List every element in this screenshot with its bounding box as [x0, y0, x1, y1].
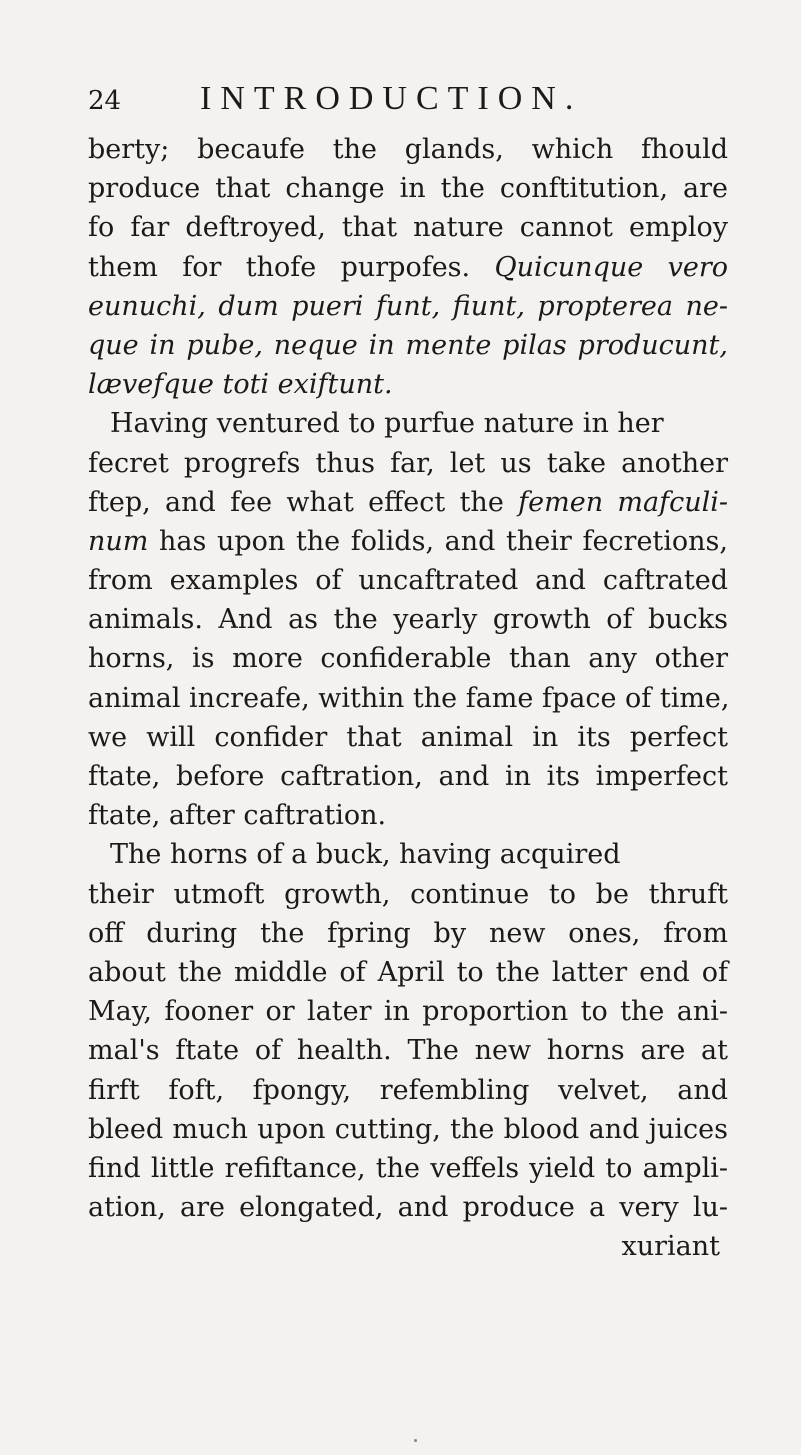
text-line [88, 130, 728, 169]
text-span: xuriant [621, 1231, 720, 1263]
text-span: horns, is more confiderable than any other [88, 643, 728, 675]
text-line [88, 600, 728, 639]
text-span: firft foft, fpongy, refembling velvet, and [88, 1074, 728, 1106]
text-line [88, 522, 728, 561]
text-line [88, 796, 728, 835]
text-span: ation, are elongated, and produce a very lu- [88, 1192, 728, 1224]
text-line [88, 718, 728, 757]
text-span: off during the fpring by new ones, from [88, 917, 728, 949]
text-line [88, 757, 728, 796]
text-span: fo far deftroyed, that nature cannot employ [88, 212, 728, 244]
page-number: 24 [88, 86, 122, 116]
text-line [88, 875, 728, 914]
text-span: berty; becaufe the glands, which fhould [88, 134, 728, 165]
italic-span: num [88, 525, 149, 557]
text-line [88, 248, 728, 287]
text-line [88, 639, 728, 678]
text-line [88, 1188, 728, 1227]
italic-span: lævefque toti exiftunt. [88, 369, 393, 401]
text-span: fecret progrefs thus far, let us take another [88, 447, 728, 479]
text-line [88, 208, 728, 247]
text-span: ftep, and fee what effect the [88, 486, 519, 518]
text-span: animal increafe, within the fame fpace of time, [88, 682, 730, 714]
italic-span: que in pube, neque in mente pilas producunt, [88, 329, 728, 361]
text-line [88, 992, 728, 1031]
text-line [88, 483, 728, 522]
text-span: animals. And as the yearly growth of bucks [88, 604, 728, 636]
paper-speck [414, 1439, 417, 1442]
text-line [88, 1227, 728, 1266]
page-header [88, 80, 728, 122]
text-line [88, 365, 728, 404]
text-line [88, 1110, 728, 1149]
text-line [88, 1031, 728, 1070]
italic-span: Quicunque vero [494, 251, 729, 283]
text-line [88, 169, 728, 208]
text-span: mal's ftate of health. The new horns are at [88, 1035, 728, 1067]
text-span: Having ventured to purfue nature in her [110, 408, 664, 440]
text-line [88, 326, 728, 365]
text-line [88, 1149, 728, 1188]
text-span: May, fooner or later in proportion to the ani- [88, 996, 728, 1028]
text-span: about the middle of April to the latter end of [88, 956, 728, 988]
text-line [88, 835, 728, 874]
text-line [88, 914, 728, 953]
text-span: their utmoft growth, continue to be thruft [88, 878, 728, 910]
text-span: bleed much upon cutting, the blood and juices [88, 1113, 728, 1145]
text-line [88, 444, 728, 483]
text-span: them for thofe purpofes. [88, 251, 495, 283]
running-head: INTRODUCTION. [200, 80, 583, 117]
text-span: ftate, before caftration, and in its imperfect [88, 761, 728, 792]
text-line [88, 287, 728, 326]
text-span: we will confider that animal in its perfect [88, 721, 728, 753]
text-span: The horns of a buck, having acquired [110, 839, 621, 871]
text-span: ftate, after caftration. [88, 800, 387, 832]
text-span: from examples of uncaftrated and caftrated [88, 565, 728, 597]
body-text [88, 130, 728, 1266]
text-span: find little refiftance, the veffels yield to ampli- [88, 1152, 728, 1184]
text-line [88, 1071, 728, 1110]
text-span: produce that change in the conftitution, are [88, 173, 728, 205]
italic-span: femen mafculi- [518, 486, 729, 518]
text-line [88, 953, 728, 992]
text-line [88, 561, 728, 600]
text-line [88, 679, 728, 718]
text-line [88, 404, 728, 443]
text-span: has upon the folids, and their fecretions, [148, 525, 728, 557]
italic-span: eunuchi, dum pueri funt, fiunt, propterea ne- [88, 290, 728, 322]
